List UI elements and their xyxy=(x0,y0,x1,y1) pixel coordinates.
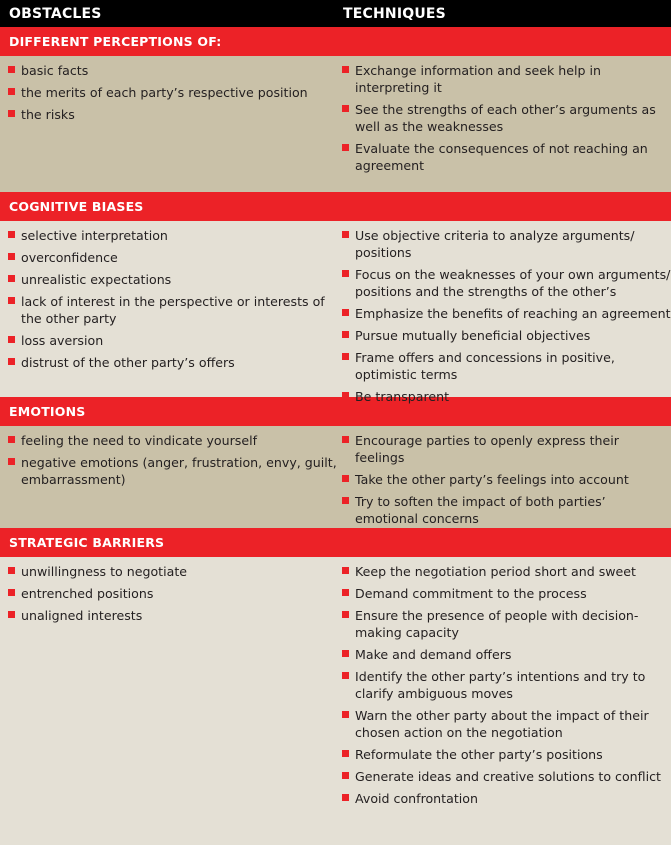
list-item-text: Frame offers and concessions in positive, optimistic terms xyxy=(355,350,615,382)
list-item xyxy=(8,454,340,488)
square-bullet-icon xyxy=(8,611,15,618)
list-item-text: Generate ideas and creative solutions to conflict xyxy=(355,769,661,784)
list-item-text: the merits of each party’s respective position xyxy=(21,85,308,100)
list-item-text: unaligned interests xyxy=(21,608,143,623)
square-bullet-icon xyxy=(342,567,349,574)
header-obstacles: OBSTACLES xyxy=(9,5,102,22)
square-bullet-icon xyxy=(8,358,15,365)
list-item xyxy=(342,432,671,466)
list-item xyxy=(8,563,340,580)
obstacle-list xyxy=(8,62,340,123)
list-item-text: Encourage parties to openly express their feelings xyxy=(355,433,619,465)
square-bullet-icon xyxy=(8,253,15,260)
list-item xyxy=(342,305,671,322)
technique-list xyxy=(342,227,671,405)
list-item xyxy=(8,354,340,371)
list-item xyxy=(8,227,340,244)
list-item xyxy=(342,585,671,602)
list-item-text: See the strengths of each other’s arguments as well as the weaknesses xyxy=(355,102,656,134)
list-item xyxy=(342,563,671,580)
technique-list-column xyxy=(340,62,671,192)
list-item-text: Pursue mutually beneficial objectives xyxy=(355,328,591,343)
list-item xyxy=(342,746,671,763)
obstacle-list-column xyxy=(0,563,340,819)
square-bullet-icon xyxy=(8,110,15,117)
list-item xyxy=(342,140,671,174)
obstacle-list-column xyxy=(0,227,340,397)
list-item-text: the risks xyxy=(21,107,75,122)
list-item-text: Use objective criteria to analyze arguments/ positions xyxy=(355,228,635,260)
list-item-text: Try to soften the impact of both parties’ emotional concerns xyxy=(355,494,606,526)
square-bullet-icon xyxy=(342,750,349,757)
list-item-text: Focus on the weaknesses of your own arguments/ positions and the strengths of the other’s xyxy=(355,267,671,299)
list-item xyxy=(342,101,671,135)
section-body xyxy=(0,221,671,404)
list-item-text: unwillingness to negotiate xyxy=(21,564,188,579)
square-bullet-icon xyxy=(8,458,15,465)
square-bullet-icon xyxy=(342,309,349,316)
obstacle-list-column xyxy=(0,432,340,528)
square-bullet-icon xyxy=(342,475,349,482)
square-bullet-icon xyxy=(342,611,349,618)
list-item xyxy=(342,707,671,741)
list-item-text: unrealistic expectations xyxy=(21,272,172,287)
list-item-text: feeling the need to vindicate yourself xyxy=(21,433,258,448)
square-bullet-icon xyxy=(8,567,15,574)
list-item-text: Make and demand offers xyxy=(355,647,512,662)
square-bullet-icon xyxy=(342,392,349,399)
square-bullet-icon xyxy=(8,66,15,73)
list-item-text: Be transparent xyxy=(355,389,450,404)
list-item-text: loss aversion xyxy=(21,333,104,348)
square-bullet-icon xyxy=(342,772,349,779)
list-item xyxy=(342,607,671,641)
list-item-text: Identify the other party’s intentions and try to clarify ambiguous moves xyxy=(355,669,646,701)
obstacle-list xyxy=(8,227,340,371)
square-bullet-icon xyxy=(342,650,349,657)
list-item xyxy=(8,84,340,101)
list-item xyxy=(8,62,340,79)
list-item xyxy=(8,271,340,288)
section-title: EMOTIONS xyxy=(0,397,671,426)
square-bullet-icon xyxy=(8,297,15,304)
technique-list-column xyxy=(340,227,671,404)
list-item-text: Reformulate the other party’s positions xyxy=(355,747,603,762)
square-bullet-icon xyxy=(342,794,349,801)
obstacle-list-column xyxy=(0,62,340,192)
square-bullet-icon xyxy=(342,331,349,338)
list-item-text: Keep the negotiation period short and sweet xyxy=(355,564,636,579)
technique-list xyxy=(342,62,671,174)
list-item-text: Exchange information and seek help in interpreting it xyxy=(355,63,601,95)
list-item-text: Take the other party’s feelings into account xyxy=(355,472,629,487)
list-item-text: lack of interest in the perspective or interests of the other party xyxy=(21,294,325,326)
list-item-text: Demand commitment to the process xyxy=(355,586,587,601)
list-item-text: entrenched positions xyxy=(21,586,154,601)
technique-list xyxy=(342,563,671,807)
list-item xyxy=(8,249,340,266)
list-item-text: basic facts xyxy=(21,63,89,78)
square-bullet-icon xyxy=(342,270,349,277)
list-item xyxy=(8,332,340,349)
list-item-text: Emphasize the benefits of reaching an agreement xyxy=(355,306,671,321)
header-techniques: TECHNIQUES xyxy=(343,5,446,22)
list-item xyxy=(342,668,671,702)
list-item xyxy=(342,493,671,527)
list-item xyxy=(8,585,340,602)
square-bullet-icon xyxy=(8,275,15,282)
list-item xyxy=(342,227,671,261)
section-body xyxy=(0,56,671,192)
list-item-text: Ensure the presence of people with decision-making capacity xyxy=(355,608,639,640)
list-item xyxy=(342,790,671,807)
list-item-text: Avoid confrontation xyxy=(355,791,478,806)
section-title: STRATEGIC BARRIERS xyxy=(0,528,671,557)
square-bullet-icon xyxy=(8,436,15,443)
technique-list xyxy=(342,432,671,527)
square-bullet-icon xyxy=(342,436,349,443)
technique-list-column xyxy=(340,563,671,819)
square-bullet-icon xyxy=(342,105,349,112)
square-bullet-icon xyxy=(342,144,349,151)
list-item-text: selective interpretation xyxy=(21,228,168,243)
list-item xyxy=(8,607,340,624)
square-bullet-icon xyxy=(342,672,349,679)
obstacle-list xyxy=(8,432,340,488)
square-bullet-icon xyxy=(8,88,15,95)
list-item xyxy=(342,471,671,488)
square-bullet-icon xyxy=(8,231,15,238)
square-bullet-icon xyxy=(342,66,349,73)
section-title: COGNITIVE BIASES xyxy=(0,192,671,221)
sections-container xyxy=(0,27,671,819)
list-item xyxy=(342,388,671,405)
section-title: DIFFERENT PERCEPTIONS OF: xyxy=(0,27,671,56)
list-item xyxy=(8,432,340,449)
list-item xyxy=(8,106,340,123)
list-item-text: distrust of the other party’s offers xyxy=(21,355,235,370)
list-item-text: overconfidence xyxy=(21,250,118,265)
list-item-text: Warn the other party about the impact of their chosen action on the negotiation xyxy=(355,708,649,740)
square-bullet-icon xyxy=(8,589,15,596)
square-bullet-icon xyxy=(342,231,349,238)
square-bullet-icon xyxy=(342,711,349,718)
square-bullet-icon xyxy=(342,497,349,504)
table-header xyxy=(0,0,671,27)
list-item-text: Evaluate the consequences of not reaching an agreement xyxy=(355,141,648,173)
list-item xyxy=(342,62,671,96)
list-item xyxy=(342,349,671,383)
list-item xyxy=(342,646,671,663)
section-body xyxy=(0,557,671,819)
square-bullet-icon xyxy=(342,353,349,360)
obstacle-list xyxy=(8,563,340,624)
technique-list-column xyxy=(340,432,671,528)
section-body xyxy=(0,426,671,528)
square-bullet-icon xyxy=(8,336,15,343)
list-item xyxy=(342,327,671,344)
list-item xyxy=(342,266,671,300)
list-item xyxy=(8,293,340,327)
list-item xyxy=(342,768,671,785)
square-bullet-icon xyxy=(342,589,349,596)
list-item-text: negative emotions (anger, frustration, envy, guilt, embarrassment) xyxy=(21,455,337,487)
